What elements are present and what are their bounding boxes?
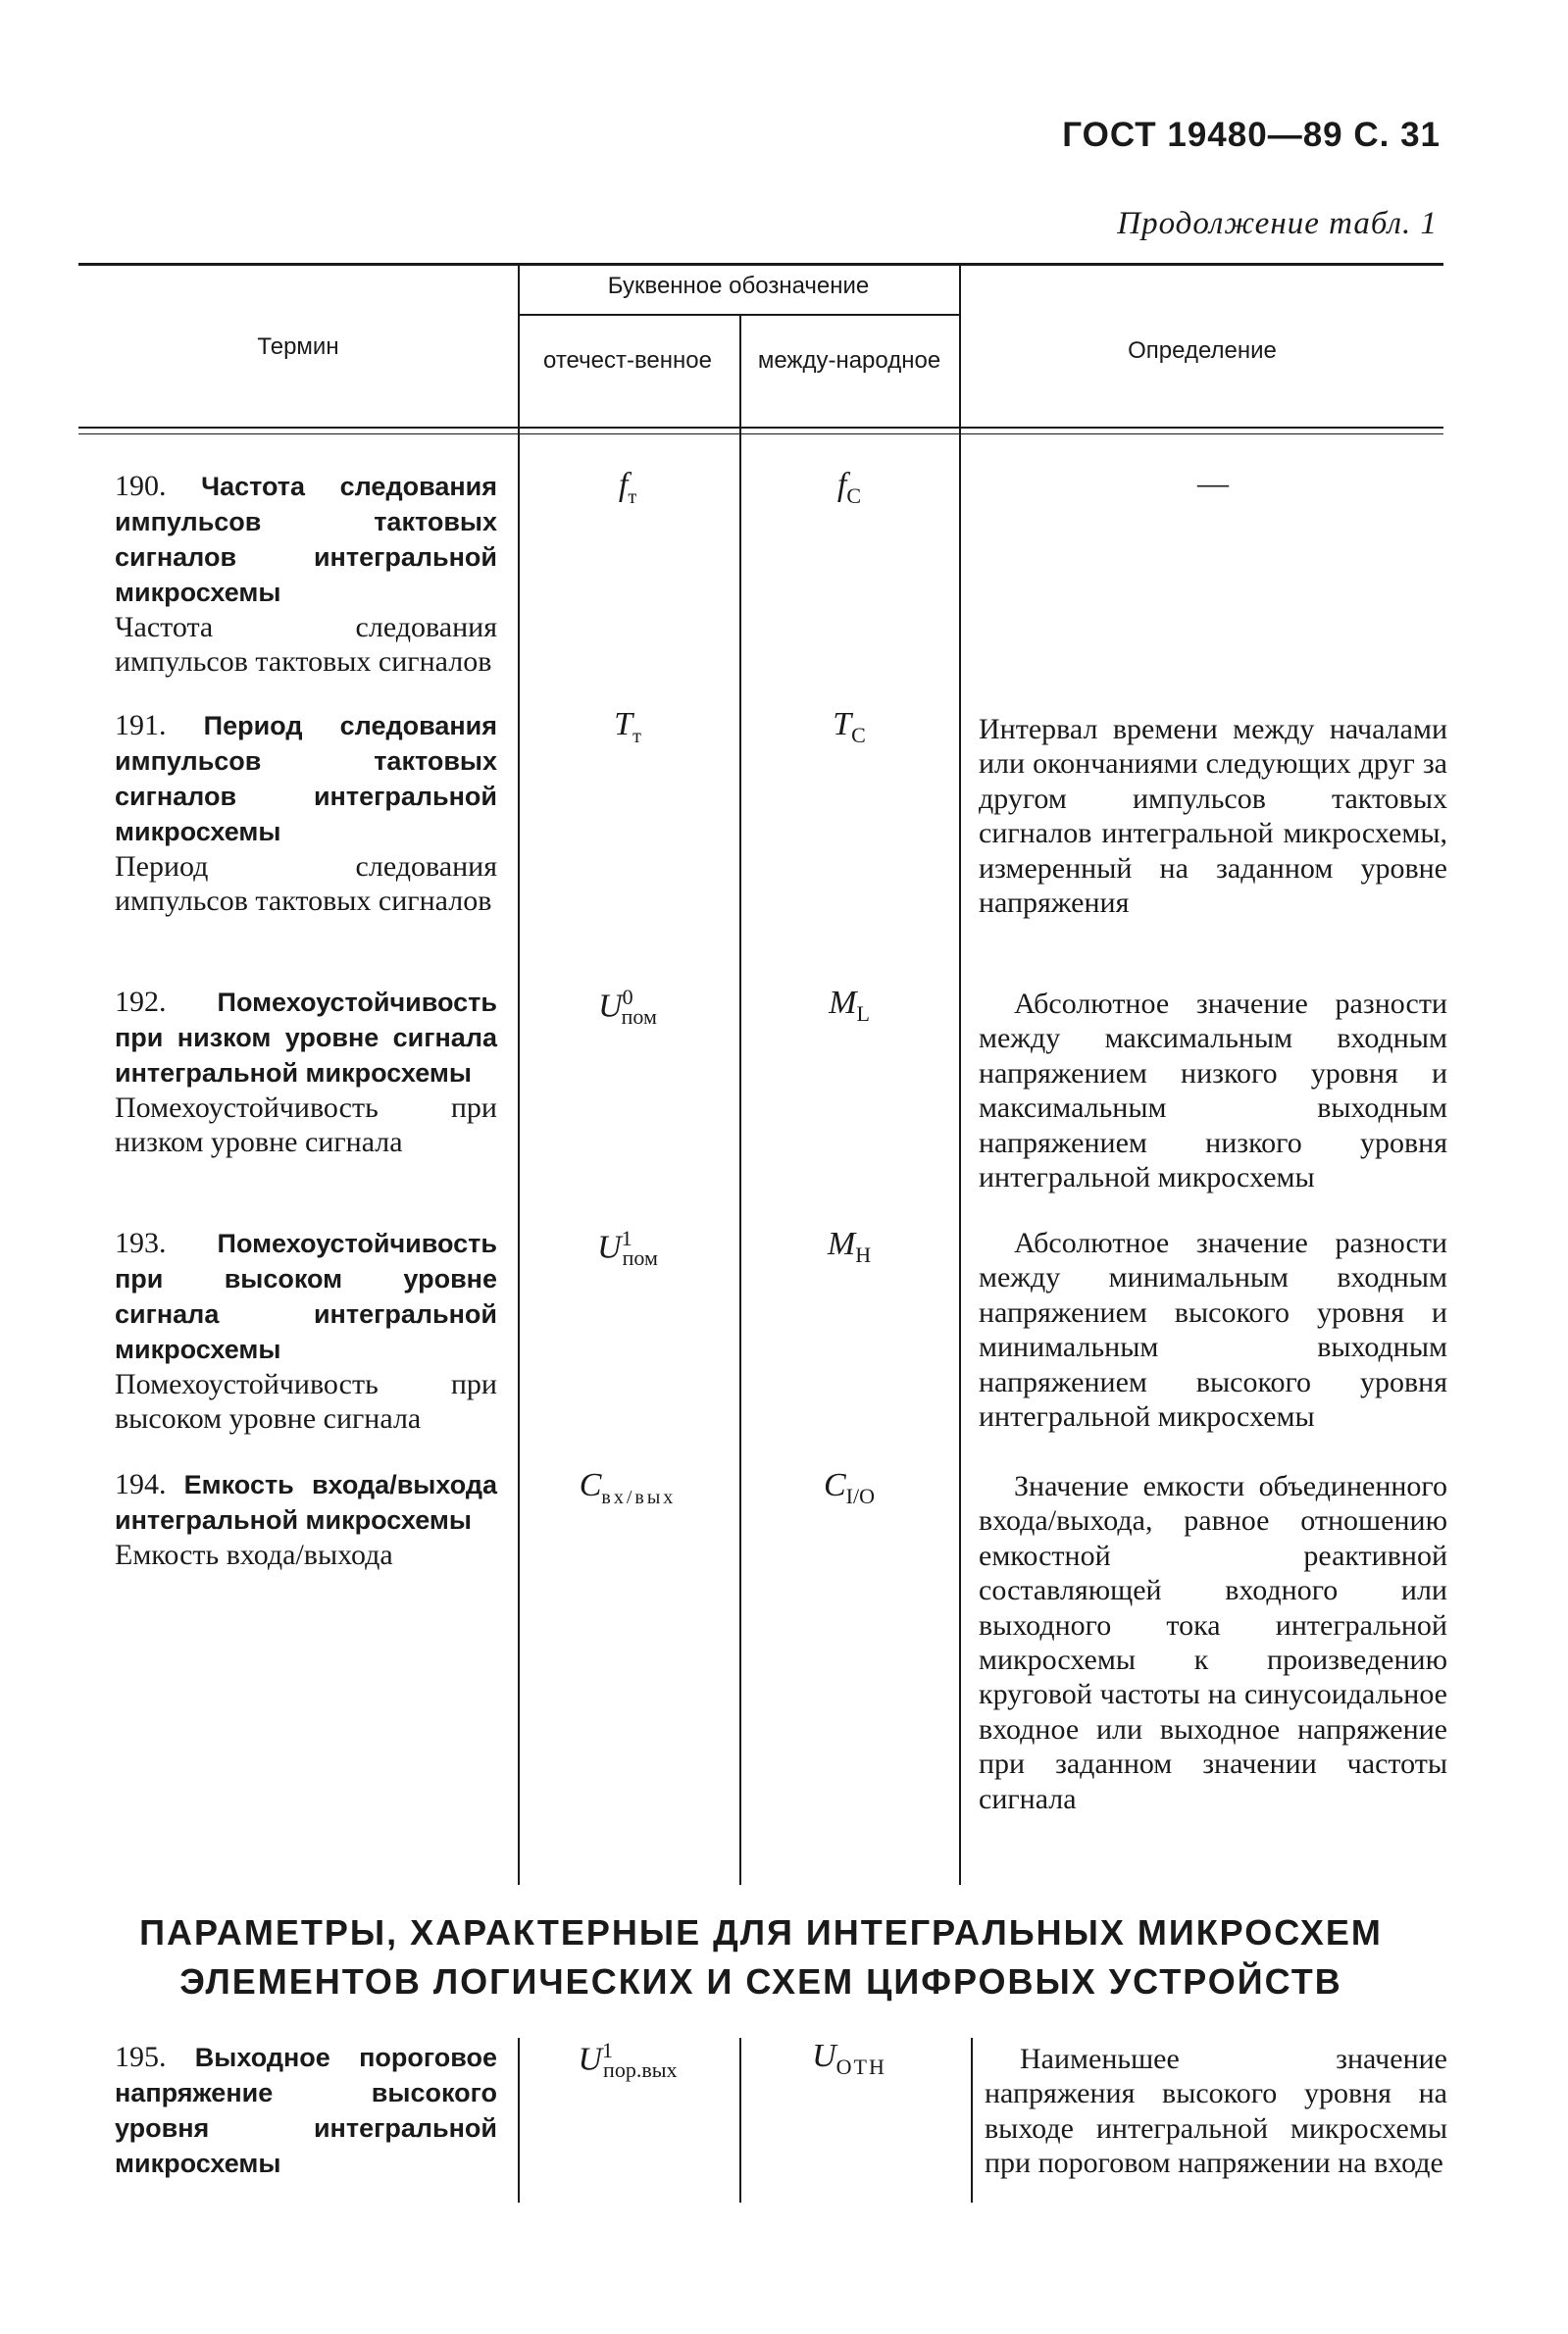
definition-192: Абсолютное значение разности между максимальным входным напряжением низкого уровня и максимальным выходным напряжением низкого уровня интегральной микросхемы	[979, 988, 1447, 1194]
symbol-domestic-193: $U^1_{пом}$	[597, 1226, 658, 1271]
symbol-international-191: $T_C$	[833, 706, 866, 747]
table-continuation-note: Продолжение табл. 1	[1117, 206, 1438, 241]
symbol-international-193: $M_H$	[827, 1226, 872, 1267]
symbol-international-195: $U_{OTH}$	[812, 2038, 886, 2079]
document-reference: ГОСТ 19480—89 С. 31	[1062, 116, 1441, 154]
definition-193: Абсолютное значение разности между минимальным входным напряжением высокого уровня и минимальным выходным напряжением высокого уровня интегральной микросхемы	[979, 1227, 1447, 1434]
header-letter-designation: Буквенное обозначение	[607, 273, 870, 299]
symbol-domestic-194: $C_{вх/вых}$	[579, 1467, 677, 1508]
definition-194: Значение емкости объединенного входа/выхода, равное отношению емкостной реактивной составляющей входного или выходного тока интегральной микросхемы к произведению круговой частоты на синусоидальное входное или выходное напряжение при заданном значении частоты сигнала	[979, 1470, 1447, 1815]
symbol-domestic-190: $f_т$	[618, 467, 637, 508]
definition-195: Наименьшее значение напряжения высокого уровня на выходе интегральной микросхемы при пороговом напряжении на входе	[985, 2043, 1447, 2180]
section-title-line-2: ЭЛЕМЕНТОВ ЛОГИЧЕСКИХ И СХЕМ ЦИФРОВЫХ УСТРОЙСТВ	[179, 1961, 1342, 2002]
term-194: 194. Емкость входа/выхода интегральной микросхемы Емкость входа/выхода	[115, 1468, 497, 1571]
header-bottom-rule	[78, 427, 1443, 429]
term-192: 192. Помехоустойчивость при низком уровне сигнала интегральной микросхемы Помехоустойчивость при низком уровне сигнала	[115, 986, 497, 1158]
header-bottom-rule-2	[78, 433, 1443, 434]
definition-191: Интервал времени между началами или окончаниями следующих друг за другом импульсов тактовых сигналов интегральной микросхемы, измеренный на заданном уровне напряжения	[979, 713, 1447, 920]
column-divider-2	[739, 314, 741, 1885]
column-divider-3	[959, 263, 961, 1885]
symbol-domestic-192: $U^0_{пом}$	[598, 985, 657, 1030]
definition-190: —	[1197, 465, 1229, 500]
header-term: Термин	[257, 333, 339, 360]
term-190: 190. Частота следования импульсов тактовых сигналов интегральной микросхемы Частота следования импульсов тактовых сигналов	[115, 470, 497, 678]
term-193: 193. Помехоустойчивость при высоком уровне сигнала интегральной микросхемы Помехоустойчивость при высоком уровне сигнала	[115, 1227, 497, 1435]
subheader-rule	[518, 314, 961, 316]
symbol-international-194: $C_{I/O}$	[823, 1467, 875, 1508]
header-definition: Определение	[1128, 337, 1277, 364]
header-domestic: отечест-венное	[543, 347, 712, 374]
table-top-rule	[78, 263, 1443, 266]
section-title-line-1: ПАРАМЕТРЫ, ХАРАКТЕРНЫЕ ДЛЯ ИНТЕГРАЛЬНЫХ МИКРОСХЕМ	[139, 1912, 1383, 1953]
term-191: 191. Период следования импульсов тактовых сигналов интегральной микросхемы Период следования импульсов тактовых сигналов	[115, 709, 498, 917]
term-195: 195. Выходное пороговое напряжение высокого уровня интегральной микросхемы	[115, 2041, 497, 2178]
symbol-domestic-191: $T_т$	[614, 706, 641, 747]
symbol-international-190: $f_C$	[836, 467, 862, 508]
column-divider-3b	[971, 2038, 973, 2203]
symbol-international-192: $M_L$	[829, 985, 870, 1026]
symbol-domestic-195: $U^1_{пор.вых}$	[578, 2038, 678, 2083]
header-international: между-народное	[757, 347, 941, 374]
